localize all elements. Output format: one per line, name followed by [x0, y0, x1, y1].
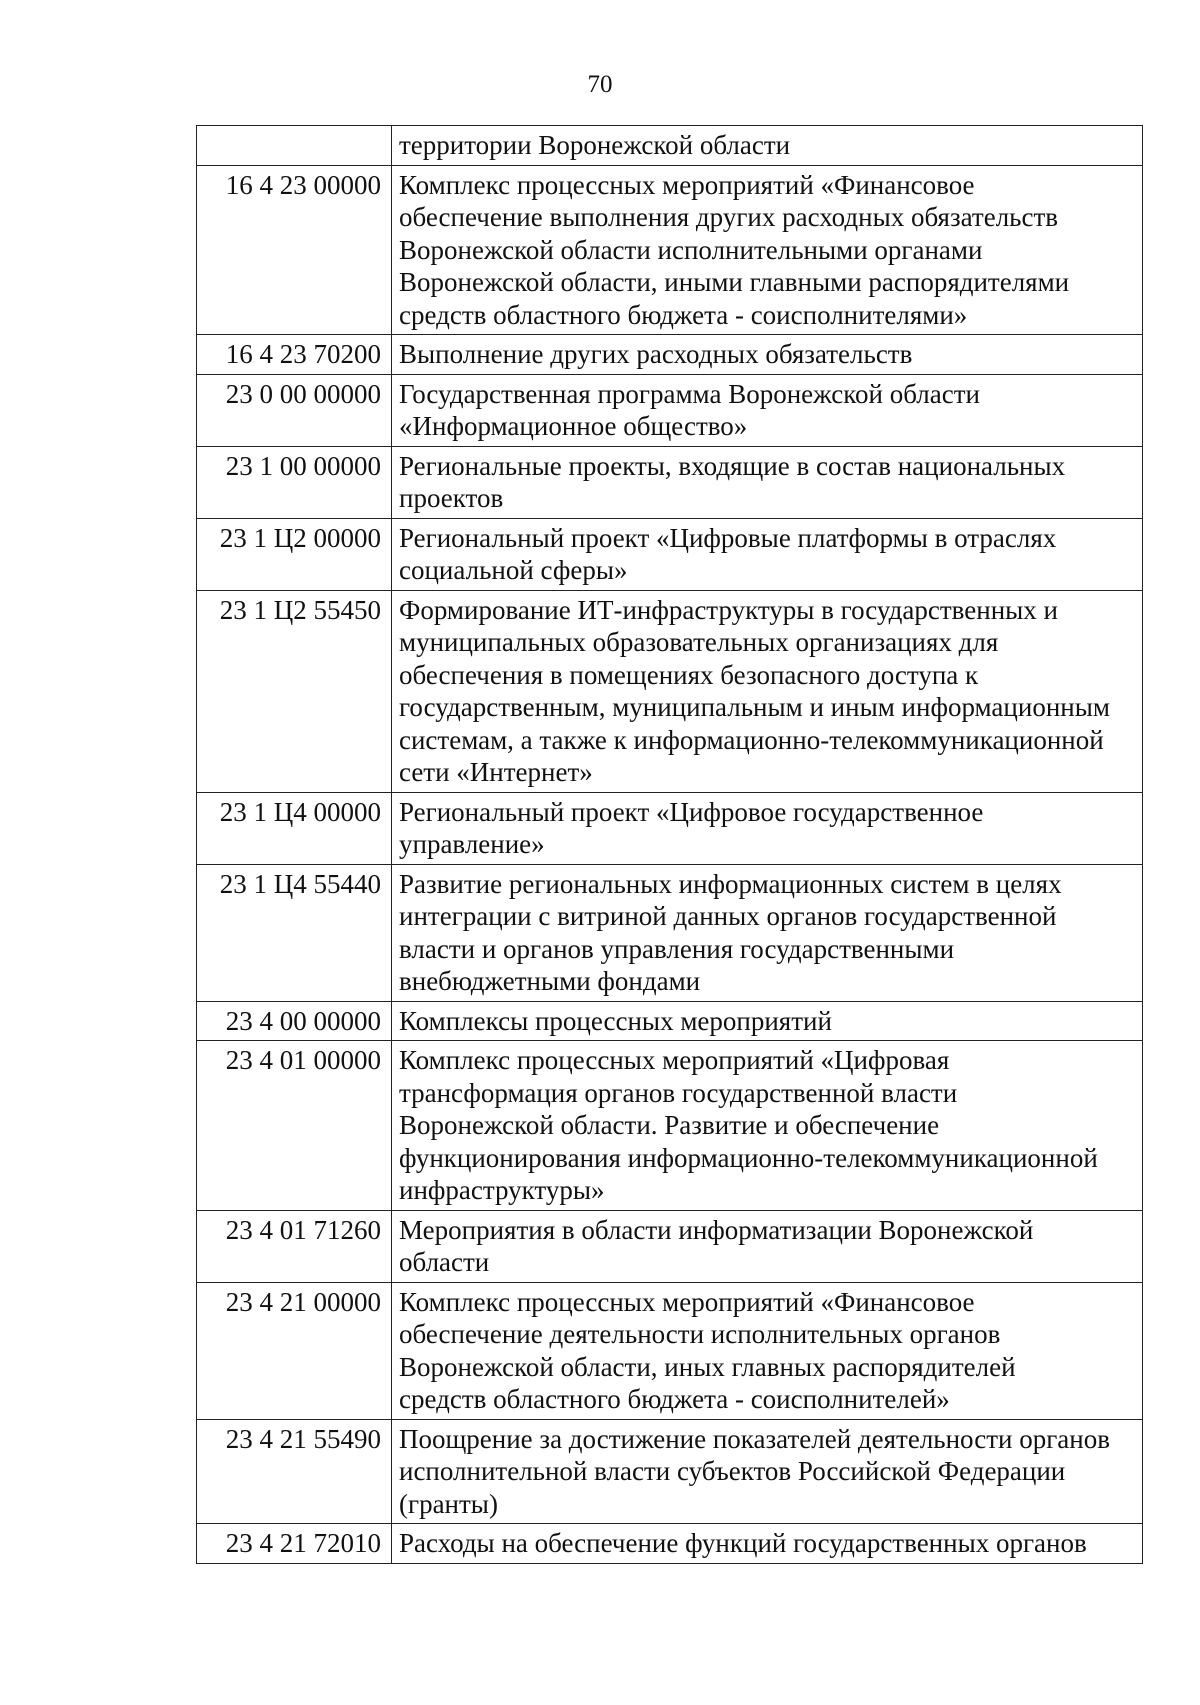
classification-code: 23 0 00 00000	[197, 374, 392, 446]
classification-code: 23 4 00 00000	[197, 1001, 392, 1041]
classification-code: 23 1 Ц4 00000	[197, 792, 392, 864]
table-row	[197, 1041, 1143, 1211]
classification-code	[197, 126, 392, 166]
description-line: муниципальных образовательных организациях для	[399, 627, 999, 657]
description-line: Комплексы процессных мероприятий	[399, 1005, 832, 1036]
description-line: сети «Интернет»	[399, 757, 593, 787]
item-description	[392, 446, 1143, 518]
table-row	[197, 1524, 1143, 1564]
description-line: социальной сферы»	[399, 555, 628, 585]
description-line: Мероприятия в области информатизации Воронежской	[399, 1214, 1034, 1245]
item-description	[392, 1524, 1143, 1564]
table-row	[197, 1419, 1143, 1524]
item-description	[392, 165, 1143, 335]
item-description	[392, 518, 1143, 590]
table-row	[197, 1282, 1143, 1419]
description-line: функционирования информационно-телекоммуникационной	[399, 1142, 1098, 1173]
item-description	[392, 1419, 1143, 1524]
description-line: обеспечение деятельности исполнительных органов	[399, 1319, 1001, 1349]
description-line: Расходы на обеспечение функций государственных органов	[399, 1528, 1087, 1558]
classification-code: 23 4 21 55490	[197, 1419, 392, 1524]
table-row	[197, 590, 1143, 792]
classification-code: 23 1 00 00000	[197, 446, 392, 518]
classification-code: 23 1 Ц2 55450	[197, 590, 392, 792]
classification-code: 23 1 Ц2 00000	[197, 518, 392, 590]
description-line: интеграции с витриной данных органов государственной	[399, 901, 1057, 931]
description-line: Региональные проекты, входящие в состав национальных	[399, 450, 1066, 481]
classification-code: 16 4 23 00000	[197, 165, 392, 335]
description-line: территории Воронежской области	[399, 130, 791, 160]
table-row	[197, 374, 1143, 446]
description-line: Комплекс процессных мероприятий «Цифровая	[399, 1045, 950, 1075]
description-line: средств областного бюджета - соисполнителей»	[399, 1384, 950, 1414]
description-line: «Информационное общество»	[399, 411, 748, 441]
table-row	[197, 165, 1143, 335]
item-description	[392, 1210, 1143, 1282]
description-line: исполнительной власти субъектов Российской Федерации	[399, 1456, 1066, 1486]
description-line: Воронежской области. Развитие и обеспечение	[399, 1110, 940, 1140]
description-line: средств областного бюджета - соисполнителями»	[399, 299, 968, 330]
description-line: Комплекс процессных мероприятий «Финансовое	[399, 169, 975, 200]
item-description	[392, 792, 1143, 864]
page-number: 70	[587, 71, 613, 98]
description-line: обеспечения в помещениях безопасного доступа к	[399, 659, 979, 690]
description-line: инфраструктуры»	[399, 1175, 605, 1205]
item-description	[392, 1041, 1143, 1211]
description-line: трансформация органов государственной власти	[399, 1077, 958, 1108]
description-line: Поощрение за достижение показателей деятельности органов	[399, 1423, 1110, 1454]
classification-code: 23 4 21 00000	[197, 1282, 392, 1419]
description-line: области	[399, 1247, 490, 1277]
description-line: Комплекс процессных мероприятий «Финансовое	[399, 1286, 975, 1317]
budget-codes-table	[196, 125, 1143, 1564]
table-row	[197, 864, 1143, 1001]
classification-code: 23 4 01 71260	[197, 1210, 392, 1282]
description-line: государственным, муниципальным и иным информационным	[399, 692, 1110, 722]
description-line: системам, а также к информационно-телекоммуникационной	[399, 724, 1104, 755]
description-line: Воронежской области, иными главными распорядителями	[399, 267, 1070, 297]
table-row	[197, 1210, 1143, 1282]
item-description	[392, 590, 1143, 792]
description-line: обеспечение выполнения других расходных обязательств	[399, 202, 1059, 232]
table-row	[197, 446, 1143, 518]
table-row	[197, 335, 1143, 375]
item-description	[392, 335, 1143, 375]
classification-code: 23 1 Ц4 55440	[197, 864, 392, 1001]
description-line: власти и органов управления государственными	[399, 933, 955, 964]
description-line: Воронежской области, иных главных распорядителей	[399, 1351, 1016, 1382]
table-body	[197, 126, 1143, 1564]
description-line: (гранты)	[399, 1488, 498, 1519]
item-description	[392, 1001, 1143, 1041]
description-line: Региональный проект «Цифровое государственное	[399, 796, 984, 827]
description-line: Воронежской области исполнительными органами	[399, 234, 983, 265]
description-line: Формирование ИТ-инфраструктуры в государственных и	[399, 594, 1058, 625]
description-line: Государственная программа Воронежской области	[399, 378, 980, 409]
description-line: Развитие региональных информационных систем в целях	[399, 868, 1062, 899]
description-line: внебюджетными фондами	[399, 966, 701, 996]
item-description	[392, 126, 1143, 166]
table-row	[197, 1001, 1143, 1041]
item-description	[392, 864, 1143, 1001]
item-description	[392, 1282, 1143, 1419]
table-row	[197, 126, 1143, 166]
classification-code: 23 4 01 00000	[197, 1041, 392, 1211]
item-description	[392, 374, 1143, 446]
table-row	[197, 518, 1143, 590]
table-row	[197, 792, 1143, 864]
classification-code: 16 4 23 70200	[197, 335, 392, 375]
description-line: Региональный проект «Цифровые платформы в отраслях	[399, 522, 1057, 553]
description-line: Выполнение других расходных обязательств	[399, 339, 913, 369]
description-line: управление»	[399, 829, 545, 859]
classification-code: 23 4 21 72010	[197, 1524, 392, 1564]
description-line: проектов	[399, 483, 504, 513]
